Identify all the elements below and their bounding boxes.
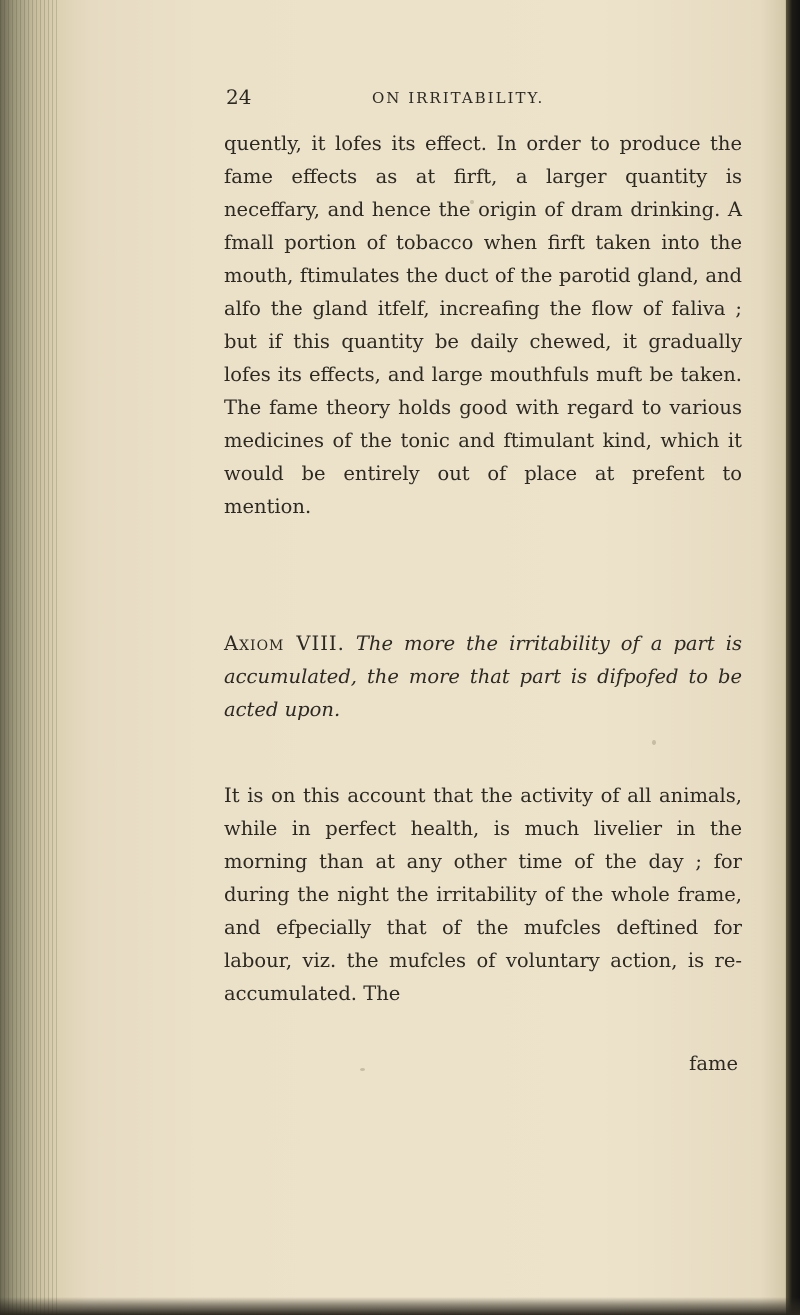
axiom-label: Axiom VIII. [224, 632, 345, 655]
paper-blemish [652, 740, 656, 745]
running-head: ON IRRITABILITY. [372, 89, 545, 107]
page-edge-bottom [0, 1297, 800, 1315]
page-number: 24 [226, 85, 252, 109]
axiom-text: The more the irritability of a part is accumulated, the more that part is difpofed to be acted upon. [224, 632, 742, 721]
page-edge-right [786, 0, 800, 1315]
binding-gutter [0, 0, 60, 1315]
catchword: fame [689, 1052, 738, 1075]
paper-blemish [360, 1068, 365, 1071]
axiom-paragraph [224, 627, 742, 726]
paragraph: It is on this account that the activity of all animals, while in perfect health, is much livelier in the morning than at any other time of the day ; for during the night the irritability of the whole frame, and efpecially that of the mufcles deftined for labour, viz. the mufcles of voluntary action, is re-accumulated. The [224, 784, 742, 1005]
paragraph: quently, it lofes its effect. In order to produce the fame effects as at firft, a larger quantity is neceffary, and hence the origin of dram drinking. A fmall portion of tobacco when firft taken into the mouth, ftimulates the duct of the parotid gland, and alfo the gland itfelf, increafing the flow of faliva ; but if this quantity be daily chewed, it gradually lofes its effects, and large mouthfuls muft be taken. The fame theory holds good with regard to various medicines of the tonic and ftimulant kind, which it would be entirely out of place at prefent to mention. [224, 132, 742, 518]
page-header [224, 85, 744, 115]
